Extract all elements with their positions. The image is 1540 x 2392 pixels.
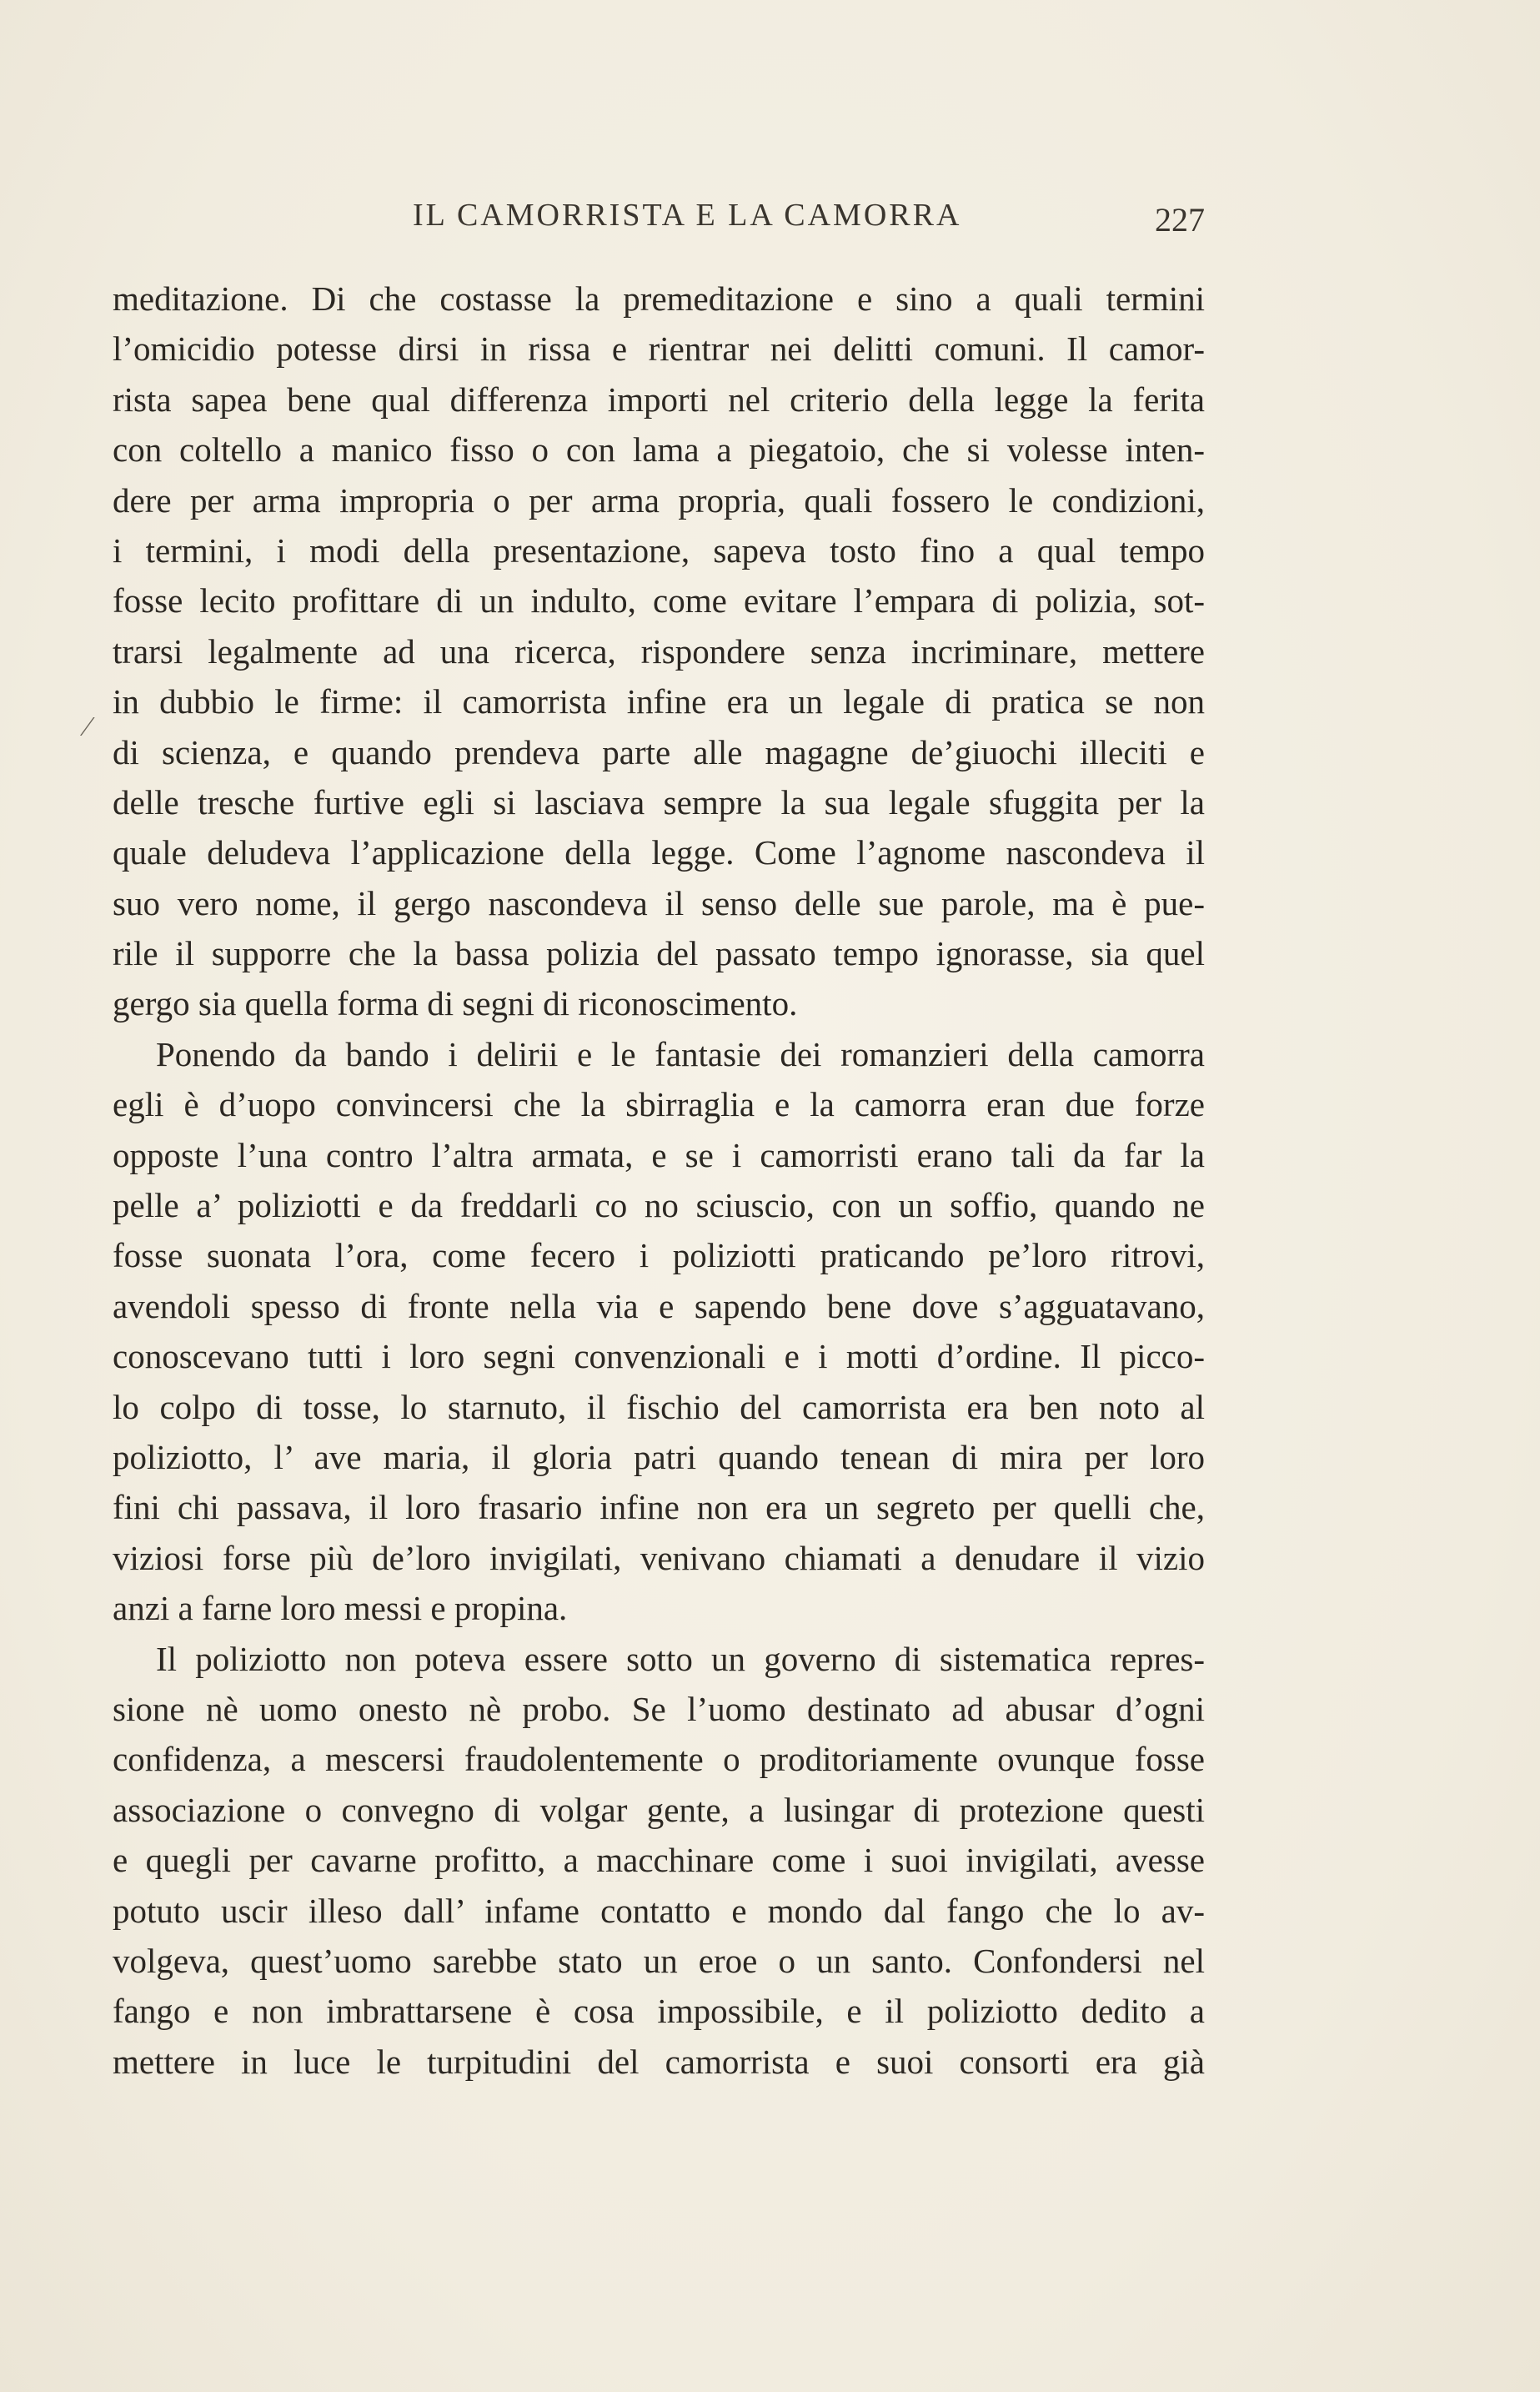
text-line: trarsi legalmente ad una ricerca, rispondere senza incriminare, mettere bbox=[113, 631, 1205, 671]
text-line: fini chi passava, il loro frasario infine non era un segreto per quelli che, bbox=[113, 1488, 1205, 1527]
text-line: di scienza, e quando prendeva parte alle magagne de’giuochi illeciti e bbox=[113, 732, 1205, 771]
page-number: 227 bbox=[1155, 201, 1205, 239]
paragraph-end-line: gergo sia quella forma di segni di riconoscimento. bbox=[113, 984, 798, 1023]
page-header bbox=[113, 197, 1205, 247]
margin-mark: ⁄ bbox=[85, 711, 90, 742]
paragraph-start-line: Ponendo da bando i delirii e le fantasie dei romanzieri della camorra bbox=[156, 1034, 1205, 1073]
paragraph-start-line: Il poliziotto non poteva essere sotto un governo di sistematica repres- bbox=[156, 1639, 1205, 1678]
text-line: egli è d’uopo convincersi che la sbirraglia e la camorra eran due forze bbox=[113, 1085, 1205, 1124]
text-line: pelle a’ poliziotti e da freddarli co no sciuscio, con un soffio, quando ne bbox=[113, 1186, 1205, 1225]
body-text bbox=[113, 274, 1205, 2087]
text-line: confidenza, a mescersi fraudolentemente o proditoriamente ovunque fosse bbox=[113, 1740, 1205, 1779]
text-line: rista sapea bene qual differenza importi nel criterio della legge la ferita bbox=[113, 379, 1205, 419]
text-line: opposte l’una contro l’altra armata, e se i camorristi erano tali da far la bbox=[113, 1135, 1205, 1174]
text-line: meditazione. Di che costasse la premeditazione e sino a quali termini bbox=[113, 279, 1205, 318]
text-line: fango e non imbrattarsene è cosa impossibile, e il poliziotto dedito a bbox=[113, 1992, 1205, 2031]
text-line: l’omicidio potesse dirsi in rissa e rientrar nei delitti comuni. Il camor- bbox=[113, 329, 1205, 369]
text-line: volgeva, quest’uomo sarebbe stato un eroe o un santo. Confondersi nel bbox=[113, 1941, 1205, 1980]
text-line: conoscevano tutti i loro segni convenzionali e i motti d’ordine. Il picco- bbox=[113, 1337, 1205, 1376]
text-line: sione nè uomo onesto nè probo. Se l’uomo destinato ad abusar d’ogni bbox=[113, 1689, 1205, 1728]
text-line: potuto uscir illeso dall’ infame contatto e mondo dal fango che lo av- bbox=[113, 1891, 1205, 1930]
text-line: e quegli per cavarne profitto, a macchinare come i suoi invigilati, avesse bbox=[113, 1841, 1205, 1880]
text-line: poliziotto, l’ ave maria, il gloria patri quando tenean di mira per loro bbox=[113, 1437, 1205, 1476]
text-line: lo colpo di tosse, lo starnuto, il fischio del camorrista era ben noto al bbox=[113, 1387, 1205, 1426]
text-line: mettere in luce le turpitudini del camorrista e suoi consorti era già bbox=[113, 2042, 1205, 2081]
text-line: viziosi forse più de’loro invigilati, venivano chiamati a denudare il vizio bbox=[113, 1538, 1205, 1577]
running-title: IL CAMORRISTA E LA CAMORRA bbox=[413, 198, 962, 233]
paragraph-end-line: anzi a farne loro messi e propina. bbox=[113, 1589, 568, 1628]
text-line: suo vero nome, il gergo nascondeva il senso delle sue parole, ma è pue- bbox=[113, 883, 1205, 922]
text-line: rile il supporre che la bassa polizia del passato tempo ignorasse, sia quel bbox=[113, 934, 1205, 973]
text-line: in dubbio le firme: il camorrista infine era un legale di pratica se non bbox=[113, 682, 1205, 721]
text-line: quale deludeva l’applicazione della legge. Come l’agnome nascondeva il bbox=[113, 833, 1205, 872]
text-line: delle tresche furtive egli si lasciava sempre la sua legale sfuggita per la bbox=[113, 782, 1205, 822]
text-line: con coltello a manico fisso o con lama a piegatoio, che si volesse inten- bbox=[113, 430, 1205, 470]
text-line: fosse lecito profittare di un indulto, come evitare l’empara di polizia, sot- bbox=[113, 581, 1205, 621]
text-line: i termini, i modi della presentazione, sapeva tosto fino a qual tempo bbox=[113, 530, 1205, 570]
text-line: dere per arma impropria o per arma propria, quali fossero le condizioni, bbox=[113, 480, 1205, 520]
text-line: fosse suonata l’ora, come fecero i poliziotti praticando pe’loro ritrovi, bbox=[113, 1236, 1205, 1275]
text-line: associazione o convegno di volgar gente, a lusingar di protezione questi bbox=[113, 1790, 1205, 1829]
text-line: avendoli spesso di fronte nella via e sapendo bene dove s’agguatavano, bbox=[113, 1286, 1205, 1325]
